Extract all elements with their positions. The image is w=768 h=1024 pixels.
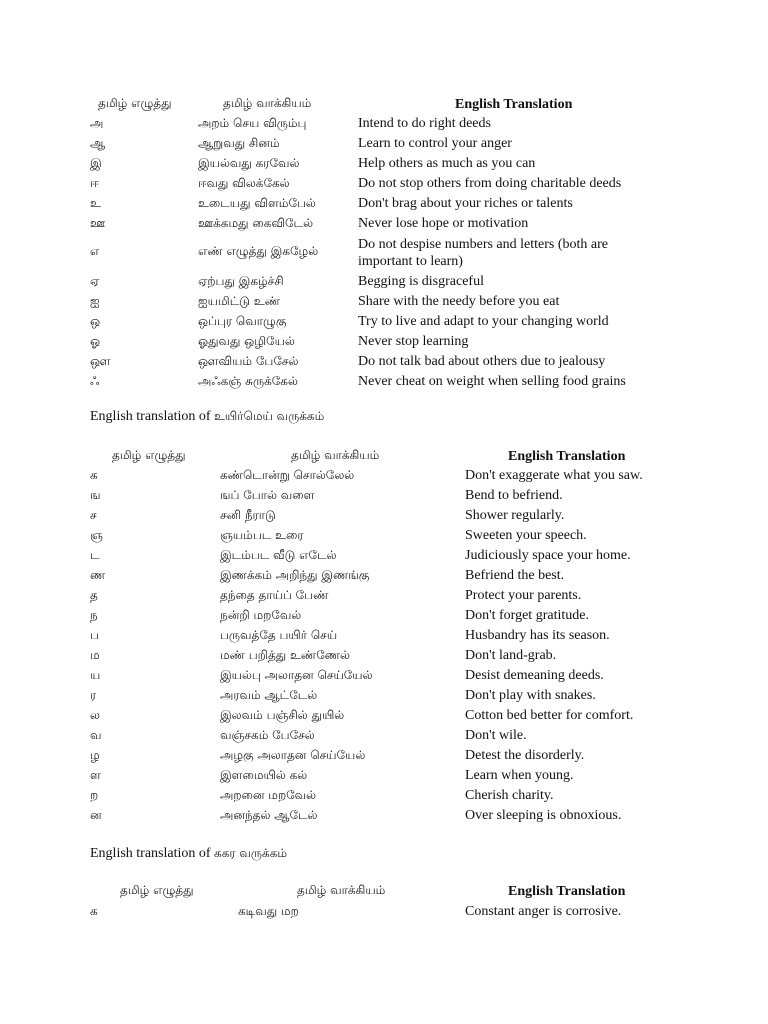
translation-cell: Do not talk bad about others due to jealousy xyxy=(358,354,606,369)
letter-cell: ஓ xyxy=(90,334,101,348)
sentence-cell: அஃகஞ் சுருக்கேல் xyxy=(198,374,298,388)
sentence-cell: இயல்வது கரவேல் xyxy=(198,156,300,170)
sentence-cell: அறனை மறவேல் xyxy=(220,788,317,802)
translation-cell: Shower regularly. xyxy=(465,508,565,523)
letter-cell: ன xyxy=(90,808,102,822)
letter-cell: ஒ xyxy=(90,314,101,328)
translation-cell: Try to live and adapt to your changing world xyxy=(358,314,609,329)
letter-cell: ஈ xyxy=(90,176,99,190)
sentence-cell: அறம் செய விரும்பு xyxy=(198,116,307,130)
translation-cell: Protect your parents. xyxy=(465,588,582,603)
sentence-cell: மண் பறித்து உண்ணேல் xyxy=(220,648,350,662)
sentence-cell: ஓதுவது ஒழியேல் xyxy=(198,334,295,348)
letter-cell: ஆ xyxy=(90,136,106,150)
section3-header-english: English Translation xyxy=(508,884,626,899)
translation-cell: Cotton bed better for comfort. xyxy=(465,708,634,723)
translation-cell: Cherish charity. xyxy=(465,788,554,803)
section1-header-english: English Translation xyxy=(455,97,573,112)
translation-cell: Bend to befriend. xyxy=(465,488,563,503)
sentence-cell: நன்றி மறவேல் xyxy=(220,608,302,622)
section3-header-letter: தமிழ் எழுத்து xyxy=(120,883,194,897)
letter-cell: உ xyxy=(90,196,101,210)
sentence-cell: தந்தை தாய்ப் பேண் xyxy=(220,588,329,602)
sentence-cell: இயல்பு அலாதன செய்யேல் xyxy=(220,668,373,682)
section1-header-sentence: தமிழ் வாக்கியம் xyxy=(223,96,312,110)
sentence-cell: அழகு அலாதன செய்யேல் xyxy=(220,748,366,762)
translation-cell: Never cheat on weight when selling food grains xyxy=(358,374,626,389)
letter-cell: ழ xyxy=(90,748,100,762)
sentence-cell: ஐயமிட்டு உண் xyxy=(198,294,280,308)
letter-cell: ட xyxy=(90,548,100,562)
translation-cell: Never stop learning xyxy=(358,334,469,349)
sentence-cell: ஙப் போல் வளை xyxy=(220,488,315,502)
letter-cell: க xyxy=(90,904,98,918)
translation-cell: Husbandry has its season. xyxy=(465,628,610,643)
sentence-cell: ஆறுவது சினம் xyxy=(198,136,280,150)
letter-cell: எ xyxy=(90,244,100,258)
translation-cell: Don't play with snakes. xyxy=(465,688,596,703)
translation-cell: Don't brag about your riches or talents xyxy=(358,196,573,211)
letter-cell: க xyxy=(90,468,98,482)
letter-cell: ஃ xyxy=(90,374,100,388)
sentence-cell: உடையது விளம்பேல் xyxy=(198,196,316,210)
section1-header-letter: தமிழ் எழுத்து xyxy=(98,96,172,110)
translation-cell: Learn when young. xyxy=(465,768,574,783)
translation-cell: Don't land-grab. xyxy=(465,648,557,663)
translation-cell: Do not stop others from doing charitable deeds xyxy=(358,176,622,191)
letter-cell: ந xyxy=(90,608,98,622)
section3-header-sentence: தமிழ் வாக்கியம் xyxy=(297,883,386,897)
caption-tamil: ககர வருக்கம் xyxy=(214,846,288,860)
letter-cell: ஐ xyxy=(90,294,100,308)
caption-text: English translation of xyxy=(90,409,215,424)
letter-cell: ஔ xyxy=(90,354,111,368)
section2-caption xyxy=(90,409,324,425)
translation-cell: Don't wile. xyxy=(465,728,527,743)
translation-cell: Judiciously space your home. xyxy=(465,548,631,563)
letter-cell: த xyxy=(90,588,98,602)
letter-cell: ய xyxy=(90,668,101,682)
translation-cell: Detest the disorderly. xyxy=(465,748,585,763)
section2-header-letter: தமிழ் எழுத்து xyxy=(112,448,186,462)
sentence-cell: ஈவது விலக்கேல் xyxy=(198,176,290,190)
letter-cell: ண xyxy=(90,568,106,582)
sentence-cell: இலவம் பஞ்சில் துயில் xyxy=(220,708,345,722)
sentence-cell: கடிவது மற xyxy=(238,904,299,918)
sentence-cell: எண் எழுத்து இகழேல் xyxy=(198,244,319,258)
section2-header-english: English Translation xyxy=(508,449,626,464)
translation-cell: Never lose hope or motivation xyxy=(358,216,529,231)
sentence-cell: இணக்கம் அறிந்து இணங்கு xyxy=(220,568,370,582)
translation-cell: Do not despise numbers and letters (both are important to learn) xyxy=(358,237,608,269)
letter-cell: ச xyxy=(90,508,97,522)
letter-cell: ப xyxy=(90,628,99,642)
translation-cell: Constant anger is corrosive. xyxy=(465,904,622,919)
sentence-cell: இடம்பட வீடு எடேல் xyxy=(220,548,337,562)
translation-cell: Intend to do right deeds xyxy=(358,116,491,131)
translation-cell: Don't forget gratitude. xyxy=(465,608,589,623)
letter-cell: ங xyxy=(90,488,101,502)
letter-cell: இ xyxy=(90,156,102,170)
letter-cell: வ xyxy=(90,728,102,742)
translation-cell: Sweeten your speech. xyxy=(465,528,587,543)
caption-text: English translation of xyxy=(90,846,215,861)
letter-cell: ற xyxy=(90,788,99,802)
letter-cell: ஞ xyxy=(90,528,103,542)
section3-caption xyxy=(90,846,287,862)
translation-cell: Don't exaggerate what you saw. xyxy=(465,468,643,483)
letter-cell: ஏ xyxy=(90,274,100,288)
letter-cell: ஊ xyxy=(90,216,106,230)
translation-cell: Share with the needy before you eat xyxy=(358,294,560,309)
sentence-cell: ஞயம்பட உரை xyxy=(220,528,304,542)
section2-header-sentence: தமிழ் வாக்கியம் xyxy=(291,448,380,462)
sentence-cell: அரவம் ஆட்டேல் xyxy=(220,688,318,702)
letter-cell: அ xyxy=(90,116,104,130)
sentence-cell: ஒப்புர வொழுகு xyxy=(198,314,287,328)
sentence-cell: ஔவியம் பேசேல் xyxy=(198,354,299,368)
letter-cell: ர xyxy=(90,688,97,702)
sentence-cell: ஊக்கமது கைவிடேல் xyxy=(198,216,314,230)
sentence-cell: பருவத்தே பயிர் செய் xyxy=(220,628,338,642)
letter-cell: ம xyxy=(90,648,100,662)
translation-cell: Begging is disgraceful xyxy=(358,274,484,289)
sentence-cell: இளமையில் கல் xyxy=(220,768,308,782)
sentence-cell: வஞ்சகம் பேசேல் xyxy=(220,728,315,742)
translation-cell: Over sleeping is obnoxious. xyxy=(465,808,622,823)
sentence-cell: அனந்தல் ஆடேல் xyxy=(220,808,318,822)
sentence-cell: சனி நீராடு xyxy=(220,508,276,522)
caption-tamil: உயிர்மெய் வருக்கம் xyxy=(214,409,325,423)
translation-cell: Learn to control your anger xyxy=(358,136,512,151)
translation-cell: Befriend the best. xyxy=(465,568,565,583)
translation-cell: Help others as much as you can xyxy=(358,156,536,171)
sentence-cell: ஏற்பது இகழ்ச்சி xyxy=(198,274,284,288)
letter-cell: ல xyxy=(90,708,100,722)
letter-cell: ள xyxy=(90,768,101,782)
sentence-cell: கண்டொன்று சொல்லேல் xyxy=(220,468,355,482)
translation-cell: Desist demeaning deeds. xyxy=(465,668,604,683)
